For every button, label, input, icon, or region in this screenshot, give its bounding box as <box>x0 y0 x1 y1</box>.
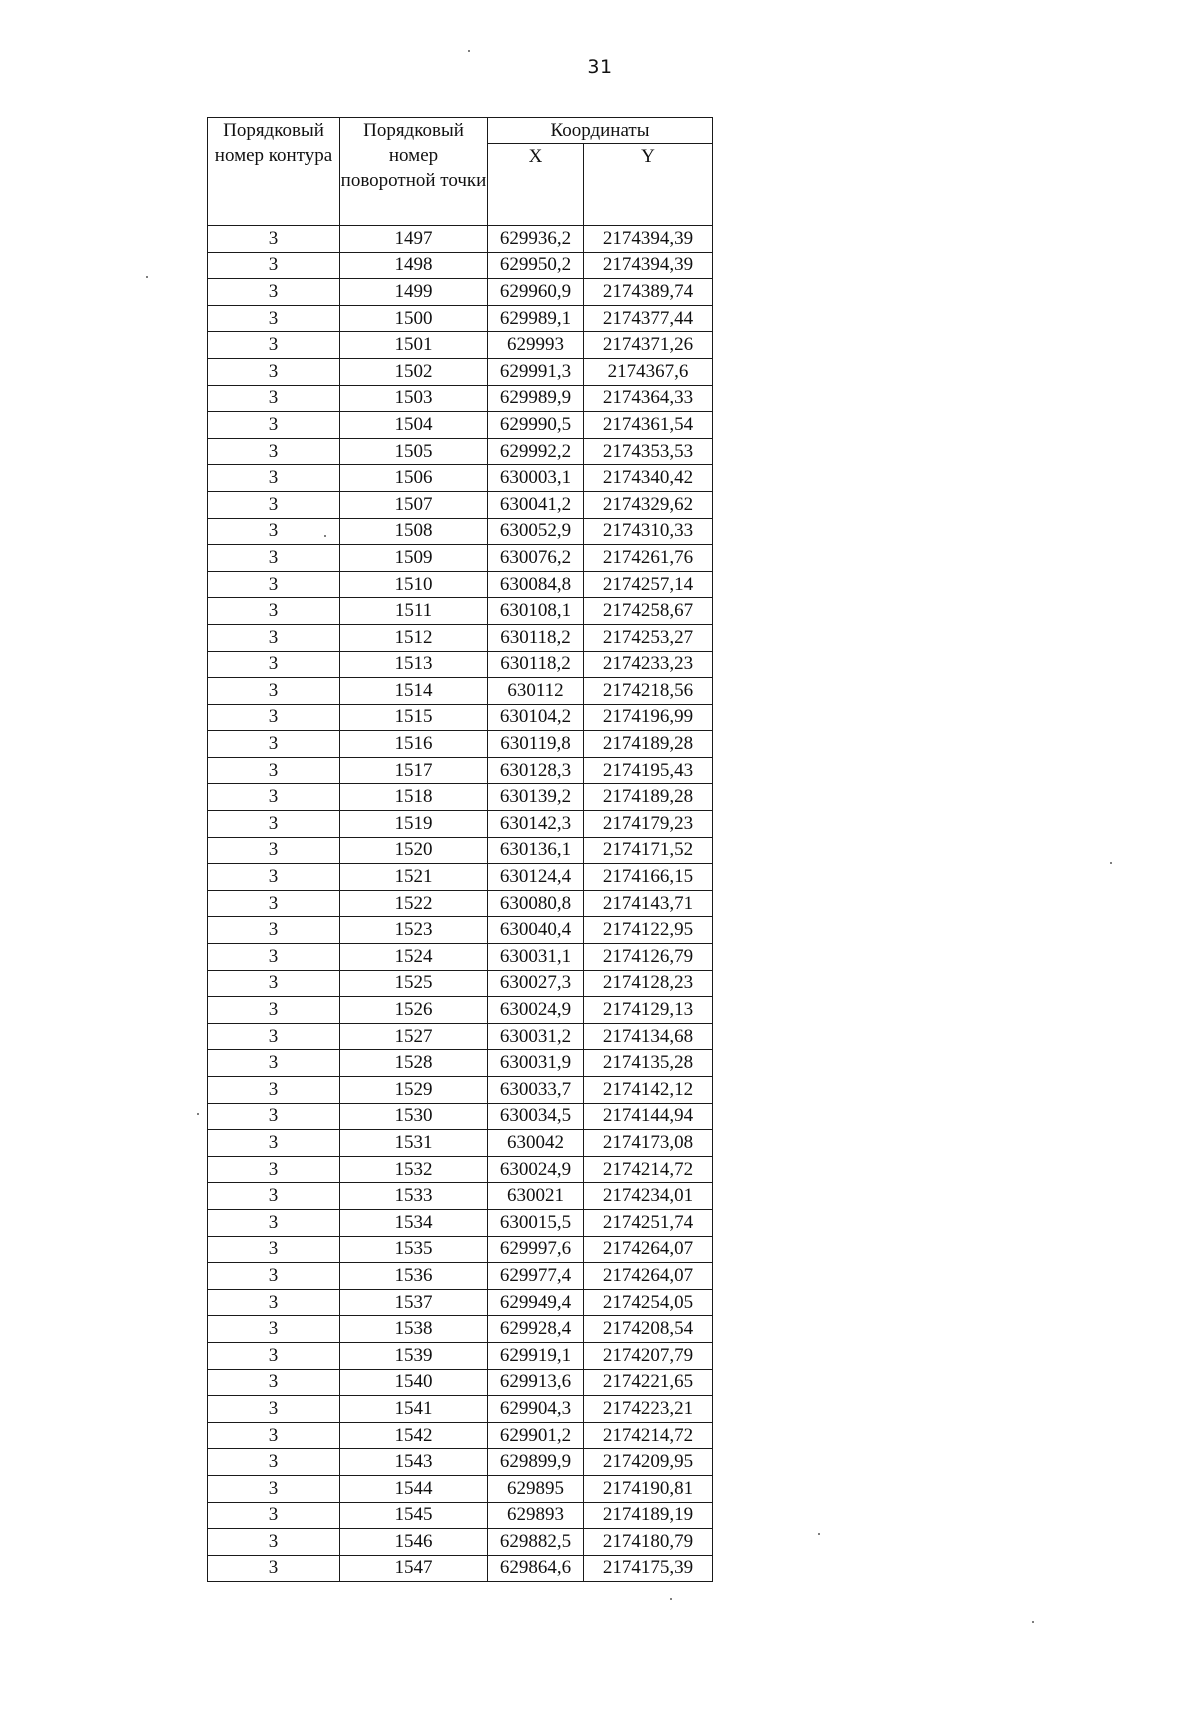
y-coordinate-cell: 2174371,26 <box>584 332 713 359</box>
y-coordinate-cell: 2174126,79 <box>584 944 713 971</box>
point-number-cell: 1503 <box>340 385 488 412</box>
table-row <box>208 438 713 465</box>
scan-speck <box>146 276 148 278</box>
point-number-cell: 1525 <box>340 970 488 997</box>
y-coordinate-cell: 2174353,53 <box>584 438 713 465</box>
x-coordinate-cell: 630052,9 <box>488 518 584 545</box>
contour-number-cell: 3 <box>208 1263 340 1290</box>
x-coordinate-cell: 629993 <box>488 332 584 359</box>
point-number-cell: 1506 <box>340 465 488 492</box>
y-coordinate-cell: 2174142,12 <box>584 1077 713 1104</box>
contour-number-cell: 3 <box>208 1529 340 1556</box>
y-coordinate-cell: 2174189,28 <box>584 731 713 758</box>
table-row <box>208 1209 713 1236</box>
contour-number-cell: 3 <box>208 305 340 332</box>
y-coordinate-cell: 2174389,74 <box>584 279 713 306</box>
point-number-cell: 1507 <box>340 491 488 518</box>
point-number-cell: 1497 <box>340 226 488 253</box>
x-coordinate-cell: 630118,2 <box>488 651 584 678</box>
table-row <box>208 226 713 253</box>
table-row <box>208 545 713 572</box>
contour-number-cell: 3 <box>208 1449 340 1476</box>
point-number-cell: 1501 <box>340 332 488 359</box>
table-row <box>208 491 713 518</box>
table-row <box>208 571 713 598</box>
contour-number-cell: 3 <box>208 1183 340 1210</box>
point-number-cell: 1514 <box>340 678 488 705</box>
table-row <box>208 305 713 332</box>
x-coordinate-cell: 629950,2 <box>488 252 584 279</box>
x-coordinate-cell: 630104,2 <box>488 704 584 731</box>
contour-number-cell: 3 <box>208 1289 340 1316</box>
contour-number-cell: 3 <box>208 731 340 758</box>
contour-number-cell: 3 <box>208 465 340 492</box>
contour-number-cell: 3 <box>208 358 340 385</box>
y-coordinate-cell: 2174310,33 <box>584 518 713 545</box>
table-header <box>208 118 713 226</box>
x-coordinate-cell: 630034,5 <box>488 1103 584 1130</box>
contour-number-cell: 3 <box>208 1316 340 1343</box>
x-coordinate-cell: 629928,4 <box>488 1316 584 1343</box>
point-number-cell: 1527 <box>340 1023 488 1050</box>
x-coordinate-cell: 630041,2 <box>488 491 584 518</box>
point-number-cell: 1535 <box>340 1236 488 1263</box>
point-number-cell: 1523 <box>340 917 488 944</box>
x-coordinate-cell: 629992,2 <box>488 438 584 465</box>
point-number-cell: 1500 <box>340 305 488 332</box>
contour-number-cell: 3 <box>208 412 340 439</box>
header-contour-number: Порядковый номер контура <box>208 118 340 226</box>
scan-speck <box>818 1533 820 1535</box>
table-row <box>208 1130 713 1157</box>
contour-number-cell: 3 <box>208 1156 340 1183</box>
x-coordinate-cell: 630031,9 <box>488 1050 584 1077</box>
y-coordinate-cell: 2174340,42 <box>584 465 713 492</box>
contour-number-cell: 3 <box>208 1050 340 1077</box>
contour-number-cell: 3 <box>208 651 340 678</box>
y-coordinate-cell: 2174329,62 <box>584 491 713 518</box>
point-number-cell: 1532 <box>340 1156 488 1183</box>
contour-number-cell: 3 <box>208 1502 340 1529</box>
table-row <box>208 252 713 279</box>
table-row <box>208 358 713 385</box>
x-coordinate-cell: 629895 <box>488 1475 584 1502</box>
contour-number-cell: 3 <box>208 704 340 731</box>
table-row <box>208 1316 713 1343</box>
contour-number-cell: 3 <box>208 944 340 971</box>
contour-number-cell: 3 <box>208 1077 340 1104</box>
y-coordinate-cell: 2174144,94 <box>584 1103 713 1130</box>
y-coordinate-cell: 2174122,95 <box>584 917 713 944</box>
x-coordinate-cell: 630139,2 <box>488 784 584 811</box>
point-number-cell: 1537 <box>340 1289 488 1316</box>
y-coordinate-cell: 2174196,99 <box>584 704 713 731</box>
scan-speck <box>670 1598 672 1600</box>
y-coordinate-cell: 2174264,07 <box>584 1263 713 1290</box>
point-number-cell: 1546 <box>340 1529 488 1556</box>
scan-speck <box>468 50 470 52</box>
contour-number-cell: 3 <box>208 864 340 891</box>
y-coordinate-cell: 2174361,54 <box>584 412 713 439</box>
y-coordinate-cell: 2174257,14 <box>584 571 713 598</box>
y-coordinate-cell: 2174209,95 <box>584 1449 713 1476</box>
table-row <box>208 518 713 545</box>
scan-speck <box>197 1113 199 1115</box>
x-coordinate-cell: 630031,1 <box>488 944 584 971</box>
contour-number-cell: 3 <box>208 1130 340 1157</box>
x-coordinate-cell: 630015,5 <box>488 1209 584 1236</box>
page-number: 31 <box>587 56 613 78</box>
table-row <box>208 1103 713 1130</box>
x-coordinate-cell: 630118,2 <box>488 624 584 651</box>
contour-number-cell: 3 <box>208 518 340 545</box>
x-coordinate-cell: 630031,2 <box>488 1023 584 1050</box>
x-coordinate-cell: 629997,6 <box>488 1236 584 1263</box>
x-coordinate-cell: 630024,9 <box>488 997 584 1024</box>
table-row <box>208 784 713 811</box>
contour-number-cell: 3 <box>208 385 340 412</box>
point-number-cell: 1513 <box>340 651 488 678</box>
table-row <box>208 624 713 651</box>
y-coordinate-cell: 2174367,6 <box>584 358 713 385</box>
table-row <box>208 1422 713 1449</box>
contour-number-cell: 3 <box>208 1236 340 1263</box>
table-row <box>208 757 713 784</box>
y-coordinate-cell: 2174214,72 <box>584 1422 713 1449</box>
point-number-cell: 1529 <box>340 1077 488 1104</box>
table-row <box>208 1236 713 1263</box>
contour-number-cell: 3 <box>208 545 340 572</box>
x-coordinate-cell: 629960,9 <box>488 279 584 306</box>
table-row <box>208 704 713 731</box>
contour-number-cell: 3 <box>208 917 340 944</box>
y-coordinate-cell: 2174129,13 <box>584 997 713 1024</box>
point-number-cell: 1542 <box>340 1422 488 1449</box>
contour-number-cell: 3 <box>208 1209 340 1236</box>
point-number-cell: 1516 <box>340 731 488 758</box>
point-number-cell: 1524 <box>340 944 488 971</box>
y-coordinate-cell: 2174223,21 <box>584 1396 713 1423</box>
table-row <box>208 1396 713 1423</box>
y-coordinate-cell: 2174128,23 <box>584 970 713 997</box>
contour-number-cell: 3 <box>208 491 340 518</box>
table-row <box>208 837 713 864</box>
point-number-cell: 1538 <box>340 1316 488 1343</box>
x-coordinate-cell: 629990,5 <box>488 412 584 439</box>
y-coordinate-cell: 2174394,39 <box>584 252 713 279</box>
header-y: Y <box>584 144 713 226</box>
y-coordinate-cell: 2174234,01 <box>584 1183 713 1210</box>
x-coordinate-cell: 629864,6 <box>488 1555 584 1582</box>
x-coordinate-cell: 630142,3 <box>488 811 584 838</box>
scan-speck <box>1110 862 1112 864</box>
point-number-cell: 1534 <box>340 1209 488 1236</box>
x-coordinate-cell: 629949,4 <box>488 1289 584 1316</box>
x-coordinate-cell: 629919,1 <box>488 1342 584 1369</box>
table-row <box>208 1263 713 1290</box>
table-row <box>208 1342 713 1369</box>
table-row <box>208 465 713 492</box>
y-coordinate-cell: 2174135,28 <box>584 1050 713 1077</box>
point-number-cell: 1504 <box>340 412 488 439</box>
y-coordinate-cell: 2174364,33 <box>584 385 713 412</box>
point-number-cell: 1531 <box>340 1130 488 1157</box>
scan-speck <box>1032 1621 1034 1623</box>
table-row <box>208 970 713 997</box>
x-coordinate-cell: 629936,2 <box>488 226 584 253</box>
point-number-cell: 1512 <box>340 624 488 651</box>
x-coordinate-cell: 629913,6 <box>488 1369 584 1396</box>
y-coordinate-cell: 2174173,08 <box>584 1130 713 1157</box>
contour-number-cell: 3 <box>208 571 340 598</box>
table-row <box>208 1183 713 1210</box>
table-row <box>208 1050 713 1077</box>
table-row <box>208 1369 713 1396</box>
header-x: X <box>488 144 584 226</box>
y-coordinate-cell: 2174377,44 <box>584 305 713 332</box>
scan-speck <box>324 535 326 537</box>
x-coordinate-cell: 629989,1 <box>488 305 584 332</box>
point-number-cell: 1508 <box>340 518 488 545</box>
x-coordinate-cell: 630024,9 <box>488 1156 584 1183</box>
point-number-cell: 1526 <box>340 997 488 1024</box>
point-number-cell: 1543 <box>340 1449 488 1476</box>
point-number-cell: 1521 <box>340 864 488 891</box>
y-coordinate-cell: 2174261,76 <box>584 545 713 572</box>
point-number-cell: 1498 <box>340 252 488 279</box>
coordinates-table <box>207 117 713 1582</box>
point-number-cell: 1510 <box>340 571 488 598</box>
x-coordinate-cell: 630136,1 <box>488 837 584 864</box>
contour-number-cell: 3 <box>208 1103 340 1130</box>
point-number-cell: 1528 <box>340 1050 488 1077</box>
contour-number-cell: 3 <box>208 757 340 784</box>
x-coordinate-cell: 629977,4 <box>488 1263 584 1290</box>
y-coordinate-cell: 2174175,39 <box>584 1555 713 1582</box>
contour-number-cell: 3 <box>208 1422 340 1449</box>
contour-number-cell: 3 <box>208 1369 340 1396</box>
x-coordinate-cell: 629989,9 <box>488 385 584 412</box>
x-coordinate-cell: 629904,3 <box>488 1396 584 1423</box>
point-number-cell: 1540 <box>340 1369 488 1396</box>
y-coordinate-cell: 2174189,19 <box>584 1502 713 1529</box>
y-coordinate-cell: 2174190,81 <box>584 1475 713 1502</box>
header-point-number: Порядковый номер поворотной точки <box>340 118 488 226</box>
table-body <box>208 226 713 1582</box>
x-coordinate-cell: 629901,2 <box>488 1422 584 1449</box>
y-coordinate-cell: 2174171,52 <box>584 837 713 864</box>
point-number-cell: 1522 <box>340 890 488 917</box>
point-number-cell: 1533 <box>340 1183 488 1210</box>
point-number-cell: 1530 <box>340 1103 488 1130</box>
y-coordinate-cell: 2174195,43 <box>584 757 713 784</box>
y-coordinate-cell: 2174254,05 <box>584 1289 713 1316</box>
x-coordinate-cell: 630003,1 <box>488 465 584 492</box>
table-row <box>208 811 713 838</box>
y-coordinate-cell: 2174166,15 <box>584 864 713 891</box>
contour-number-cell: 3 <box>208 837 340 864</box>
y-coordinate-cell: 2174134,68 <box>584 1023 713 1050</box>
table-row <box>208 678 713 705</box>
point-number-cell: 1541 <box>340 1396 488 1423</box>
x-coordinate-cell: 630119,8 <box>488 731 584 758</box>
point-number-cell: 1509 <box>340 545 488 572</box>
y-coordinate-cell: 2174143,71 <box>584 890 713 917</box>
table-row <box>208 1502 713 1529</box>
contour-number-cell: 3 <box>208 811 340 838</box>
table-row <box>208 944 713 971</box>
table-row <box>208 1529 713 1556</box>
table-row <box>208 332 713 359</box>
table-row <box>208 1449 713 1476</box>
point-number-cell: 1520 <box>340 837 488 864</box>
point-number-cell: 1519 <box>340 811 488 838</box>
y-coordinate-cell: 2174394,39 <box>584 226 713 253</box>
y-coordinate-cell: 2174264,07 <box>584 1236 713 1263</box>
table-row <box>208 1077 713 1104</box>
y-coordinate-cell: 2174233,23 <box>584 651 713 678</box>
x-coordinate-cell: 629899,9 <box>488 1449 584 1476</box>
table-row <box>208 1555 713 1582</box>
point-number-cell: 1544 <box>340 1475 488 1502</box>
x-coordinate-cell: 629991,3 <box>488 358 584 385</box>
y-coordinate-cell: 2174207,79 <box>584 1342 713 1369</box>
x-coordinate-cell: 630084,8 <box>488 571 584 598</box>
contour-number-cell: 3 <box>208 226 340 253</box>
contour-number-cell: 3 <box>208 1342 340 1369</box>
point-number-cell: 1545 <box>340 1502 488 1529</box>
point-number-cell: 1536 <box>340 1263 488 1290</box>
point-number-cell: 1511 <box>340 598 488 625</box>
contour-number-cell: 3 <box>208 624 340 651</box>
y-coordinate-cell: 2174179,23 <box>584 811 713 838</box>
y-coordinate-cell: 2174251,74 <box>584 1209 713 1236</box>
x-coordinate-cell: 630080,8 <box>488 890 584 917</box>
contour-number-cell: 3 <box>208 997 340 1024</box>
contour-number-cell: 3 <box>208 1475 340 1502</box>
y-coordinate-cell: 2174221,65 <box>584 1369 713 1396</box>
point-number-cell: 1539 <box>340 1342 488 1369</box>
table-row <box>208 598 713 625</box>
contour-number-cell: 3 <box>208 438 340 465</box>
table-row <box>208 890 713 917</box>
contour-number-cell: 3 <box>208 279 340 306</box>
table-row <box>208 731 713 758</box>
table-row <box>208 651 713 678</box>
x-coordinate-cell: 629893 <box>488 1502 584 1529</box>
x-coordinate-cell: 630033,7 <box>488 1077 584 1104</box>
x-coordinate-cell: 630112 <box>488 678 584 705</box>
point-number-cell: 1517 <box>340 757 488 784</box>
x-coordinate-cell: 630108,1 <box>488 598 584 625</box>
x-coordinate-cell: 630124,4 <box>488 864 584 891</box>
y-coordinate-cell: 2174189,28 <box>584 784 713 811</box>
table-row <box>208 1023 713 1050</box>
contour-number-cell: 3 <box>208 1555 340 1582</box>
x-coordinate-cell: 630042 <box>488 1130 584 1157</box>
contour-number-cell: 3 <box>208 252 340 279</box>
point-number-cell: 1547 <box>340 1555 488 1582</box>
x-coordinate-cell: 630128,3 <box>488 757 584 784</box>
y-coordinate-cell: 2174253,27 <box>584 624 713 651</box>
contour-number-cell: 3 <box>208 332 340 359</box>
y-coordinate-cell: 2174218,56 <box>584 678 713 705</box>
contour-number-cell: 3 <box>208 1023 340 1050</box>
table-row <box>208 385 713 412</box>
x-coordinate-cell: 630027,3 <box>488 970 584 997</box>
table-row <box>208 917 713 944</box>
point-number-cell: 1502 <box>340 358 488 385</box>
point-number-cell: 1499 <box>340 279 488 306</box>
x-coordinate-cell: 629882,5 <box>488 1529 584 1556</box>
table-row <box>208 1475 713 1502</box>
contour-number-cell: 3 <box>208 784 340 811</box>
table-row <box>208 1156 713 1183</box>
point-number-cell: 1505 <box>340 438 488 465</box>
y-coordinate-cell: 2174214,72 <box>584 1156 713 1183</box>
contour-number-cell: 3 <box>208 890 340 917</box>
table-row <box>208 412 713 439</box>
point-number-cell: 1518 <box>340 784 488 811</box>
y-coordinate-cell: 2174208,54 <box>584 1316 713 1343</box>
x-coordinate-cell: 630040,4 <box>488 917 584 944</box>
table-row <box>208 1289 713 1316</box>
contour-number-cell: 3 <box>208 598 340 625</box>
point-number-cell: 1515 <box>340 704 488 731</box>
table-row <box>208 864 713 891</box>
table-row <box>208 997 713 1024</box>
table-row <box>208 279 713 306</box>
y-coordinate-cell: 2174258,67 <box>584 598 713 625</box>
x-coordinate-cell: 630021 <box>488 1183 584 1210</box>
contour-number-cell: 3 <box>208 970 340 997</box>
header-coordinates: Координаты <box>488 118 713 144</box>
y-coordinate-cell: 2174180,79 <box>584 1529 713 1556</box>
contour-number-cell: 3 <box>208 1396 340 1423</box>
x-coordinate-cell: 630076,2 <box>488 545 584 572</box>
contour-number-cell: 3 <box>208 678 340 705</box>
